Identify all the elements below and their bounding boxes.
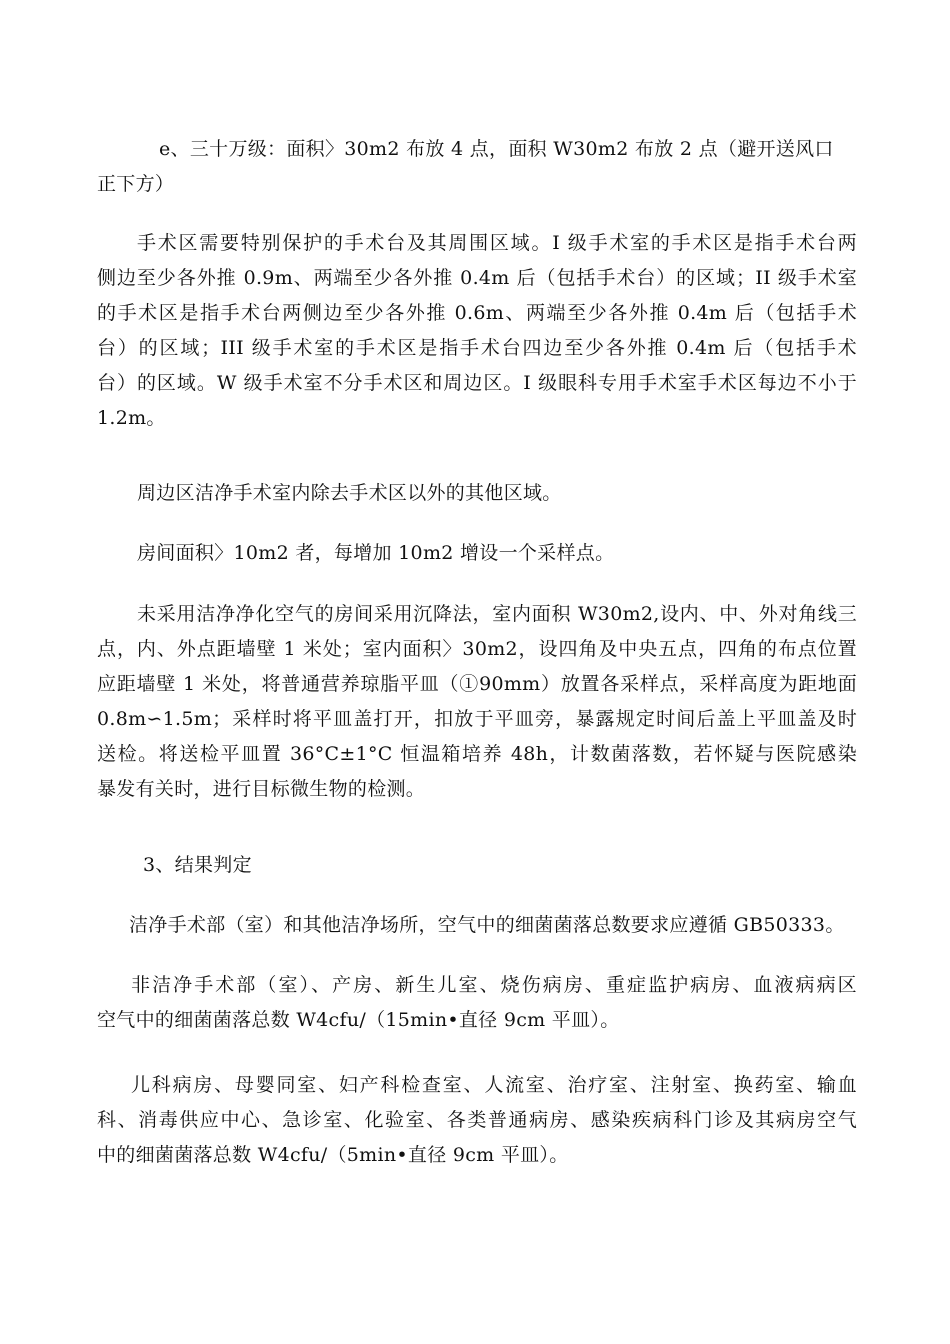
text-line: 暴发有关时，进行目标微生物的检测。 xyxy=(97,778,426,800)
paragraph-surgical-zone xyxy=(97,226,857,436)
text-line: 3、结果判定 xyxy=(143,854,252,876)
text-line: 的手术区是指手术台两侧边至少各外推 0.6m、两端至少各外推 0.4m 后（包括手术 xyxy=(97,302,857,324)
text-line: 未采用洁净净化空气的房间采用沉降法，室内面积 W30m2,设内、中、外对角线三 xyxy=(137,603,857,625)
text-line: 洁净手术部（室）和其他洁净场所，空气中的细菌菌落总数要求应遵循 GB50333。 xyxy=(129,914,845,936)
text-line: 中的细菌菌落总数 W4cfu/（5min•直径 9cm 平皿）。 xyxy=(97,1144,569,1166)
paragraph-peripheral-zone xyxy=(97,476,857,511)
section-heading-result xyxy=(97,848,857,883)
paragraph-settling-method xyxy=(97,597,857,807)
text-line: 手术区需要特别保护的手术台及其周围区域。I 级手术室的手术区是指手术台两 xyxy=(137,232,857,254)
paragraph-clean-ops-standard xyxy=(97,908,857,943)
text-line: 非洁净手术部（室）、产房、新生儿室、烧伤病房、重症监护病房、血液病病区 xyxy=(131,974,857,996)
text-line: 点，内、外点距墙壁 1 米处；室内面积〉30m2，设四角及中央五点，四角的布点位置 xyxy=(97,638,857,660)
text-line: 台）的区域；III 级手术室的手术区是指手术台四边至少各外推 0.4m 后（包括手术 xyxy=(97,337,857,359)
text-line: 应距墙壁 1 米处，将普通营养琼脂平皿（①90mm）放置各采样点，采样高度为距地面 xyxy=(97,673,857,695)
text-line: 空气中的细菌菌落总数 W4cfu/（15min•直径 9cm 平皿）。 xyxy=(97,1009,620,1031)
text-line: 台）的区域。W 级手术室不分手术区和周边区。I 级眼科专用手术室手术区每边不小于 xyxy=(97,372,857,394)
text-line: 侧边至少各外推 0.9m、两端至少各外推 0.4m 后（包括手术台）的区域；II 级手术室 xyxy=(97,267,857,289)
paragraph-non-clean-ops xyxy=(97,968,857,1038)
text-line: e、三十万级：面积〉30m2 布放 4 点，面积 W30m2 布放 2 点（避开送风口 xyxy=(159,138,834,160)
text-line: 周边区洁净手术室内除去手术区以外的其他区域。 xyxy=(137,482,562,504)
text-line: 房间面积〉10m2 者，每增加 10m2 增设一个采样点。 xyxy=(137,542,615,564)
paragraph-room-area xyxy=(97,536,857,571)
text-line: 科、消毒供应中心、急诊室、化验室、各类普通病房、感染疾病科门诊及其病房空气 xyxy=(97,1109,857,1131)
text-line: 1.2m。 xyxy=(97,407,166,429)
text-line: 送检。将送检平皿置 36°C±1°C 恒温箱培养 48h，计数菌落数，若怀疑与医院感染 xyxy=(97,743,857,765)
text-line: 儿科病房、母婴同室、妇产科检查室、人流室、治疗室、注射室、换药室、输血 xyxy=(131,1074,857,1096)
text-line: 正下方） xyxy=(97,173,175,195)
text-line: 0.8m∽1.5m；采样时将平皿盖打开，扣放于平皿旁，暴露规定时间后盖上平皿盖及时 xyxy=(97,708,857,730)
paragraph-general-wards xyxy=(97,1068,857,1173)
paragraph-clean-level-300k xyxy=(97,132,857,202)
